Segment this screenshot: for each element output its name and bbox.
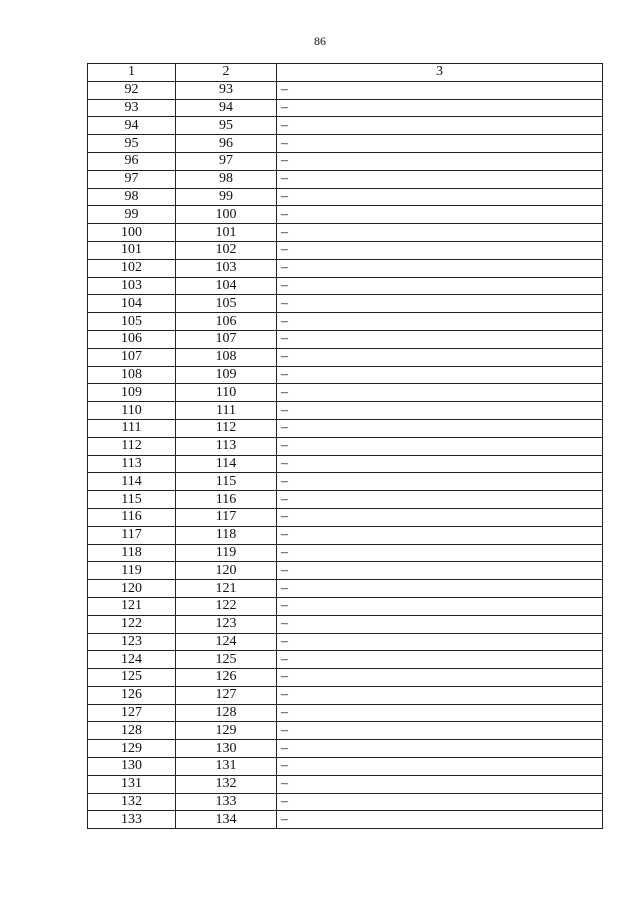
table-row xyxy=(88,615,603,633)
table-cell-col-2: 111 xyxy=(176,402,277,420)
table-cell-col-2: 118 xyxy=(176,526,277,544)
table-cell-col-2: 107 xyxy=(176,330,277,348)
table-cell-col-2: 127 xyxy=(176,686,277,704)
table-cell-col-3: – xyxy=(277,508,603,526)
table-cell-col-1: 130 xyxy=(88,758,176,776)
table-cell-col-3: – xyxy=(277,241,603,259)
table-cell-col-3: – xyxy=(277,526,603,544)
table-cell-col-3: – xyxy=(277,437,603,455)
table-cell-col-2: 105 xyxy=(176,295,277,313)
table-row xyxy=(88,508,603,526)
table-cell-col-3: – xyxy=(277,704,603,722)
column-header-3: 3 xyxy=(277,64,603,82)
table-cell-col-1: 94 xyxy=(88,117,176,135)
table-cell-col-1: 118 xyxy=(88,544,176,562)
table-header-row xyxy=(88,64,603,82)
table-row xyxy=(88,117,603,135)
table-cell-col-3: – xyxy=(277,117,603,135)
table-row xyxy=(88,491,603,509)
table-cell-col-1: 132 xyxy=(88,793,176,811)
table-cell-col-1: 109 xyxy=(88,384,176,402)
table-cell-col-3: – xyxy=(277,473,603,491)
table-cell-col-3: – xyxy=(277,580,603,598)
table-cell-col-1: 127 xyxy=(88,704,176,722)
table-cell-col-2: 122 xyxy=(176,597,277,615)
table-cell-col-3: – xyxy=(277,224,603,242)
table-cell-col-1: 115 xyxy=(88,491,176,509)
table-cell-col-3: – xyxy=(277,633,603,651)
table-cell-col-1: 104 xyxy=(88,295,176,313)
table-cell-col-3: – xyxy=(277,775,603,793)
table-cell-col-2: 132 xyxy=(176,775,277,793)
table-cell-col-2: 114 xyxy=(176,455,277,473)
table-cell-col-3: – xyxy=(277,152,603,170)
table-cell-col-1: 126 xyxy=(88,686,176,704)
table-row xyxy=(88,597,603,615)
table-cell-col-2: 109 xyxy=(176,366,277,384)
table-cell-col-3: – xyxy=(277,259,603,277)
table-cell-col-3: – xyxy=(277,793,603,811)
table-cell-col-2: 124 xyxy=(176,633,277,651)
column-header-1: 1 xyxy=(88,64,176,82)
table-row xyxy=(88,170,603,188)
table-cell-col-1: 124 xyxy=(88,651,176,669)
table-row xyxy=(88,704,603,722)
table-cell-col-2: 130 xyxy=(176,740,277,758)
table-cell-col-1: 97 xyxy=(88,170,176,188)
table-cell-col-2: 133 xyxy=(176,793,277,811)
table-cell-col-1: 98 xyxy=(88,188,176,206)
table-cell-col-3: – xyxy=(277,206,603,224)
table-row xyxy=(88,81,603,99)
table-cell-col-1: 99 xyxy=(88,206,176,224)
table-cell-col-2: 117 xyxy=(176,508,277,526)
table-row xyxy=(88,152,603,170)
table-row xyxy=(88,686,603,704)
table-cell-col-3: – xyxy=(277,740,603,758)
table-row xyxy=(88,526,603,544)
table-cell-col-3: – xyxy=(277,135,603,153)
table-row xyxy=(88,295,603,313)
table-cell-col-2: 116 xyxy=(176,491,277,509)
table-cell-col-2: 115 xyxy=(176,473,277,491)
table-row xyxy=(88,277,603,295)
table-cell-col-1: 106 xyxy=(88,330,176,348)
table-cell-col-3: – xyxy=(277,419,603,437)
table-row xyxy=(88,402,603,420)
table-row xyxy=(88,473,603,491)
table-row xyxy=(88,206,603,224)
table-cell-col-2: 100 xyxy=(176,206,277,224)
table-cell-col-1: 95 xyxy=(88,135,176,153)
table-cell-col-1: 121 xyxy=(88,597,176,615)
table-cell-col-1: 120 xyxy=(88,580,176,598)
table-cell-col-3: – xyxy=(277,651,603,669)
table-cell-col-1: 93 xyxy=(88,99,176,117)
table-cell-col-1: 125 xyxy=(88,669,176,687)
table-cell-col-3: – xyxy=(277,597,603,615)
table-cell-col-2: 95 xyxy=(176,117,277,135)
table-cell-col-2: 96 xyxy=(176,135,277,153)
table-row xyxy=(88,722,603,740)
table-cell-col-1: 100 xyxy=(88,224,176,242)
table-cell-col-3: – xyxy=(277,313,603,331)
table-cell-col-2: 104 xyxy=(176,277,277,295)
table-cell-col-3: – xyxy=(277,277,603,295)
table-cell-col-1: 114 xyxy=(88,473,176,491)
page-number: 86 xyxy=(314,34,326,48)
table-cell-col-2: 94 xyxy=(176,99,277,117)
table-cell-col-2: 131 xyxy=(176,758,277,776)
table-cell-col-3: – xyxy=(277,811,603,829)
table-cell-col-3: – xyxy=(277,544,603,562)
table-cell-col-3: – xyxy=(277,81,603,99)
table-row xyxy=(88,793,603,811)
table-cell-col-1: 111 xyxy=(88,419,176,437)
table-cell-col-3: – xyxy=(277,330,603,348)
table-cell-col-2: 134 xyxy=(176,811,277,829)
table-cell-col-3: – xyxy=(277,686,603,704)
table-cell-col-3: – xyxy=(277,295,603,313)
table-cell-col-2: 101 xyxy=(176,224,277,242)
table-row xyxy=(88,330,603,348)
table-cell-col-3: – xyxy=(277,615,603,633)
table-row xyxy=(88,437,603,455)
table-cell-col-1: 116 xyxy=(88,508,176,526)
table-row xyxy=(88,633,603,651)
table-cell-col-2: 125 xyxy=(176,651,277,669)
table-row xyxy=(88,669,603,687)
table-row xyxy=(88,758,603,776)
table-row xyxy=(88,651,603,669)
table-cell-col-2: 126 xyxy=(176,669,277,687)
table-cell-col-2: 108 xyxy=(176,348,277,366)
table-cell-col-3: – xyxy=(277,562,603,580)
table-cell-col-1: 101 xyxy=(88,241,176,259)
table-row xyxy=(88,188,603,206)
table-cell-col-3: – xyxy=(277,402,603,420)
table-row xyxy=(88,224,603,242)
table-cell-col-3: – xyxy=(277,758,603,776)
table-cell-col-1: 102 xyxy=(88,259,176,277)
table-row xyxy=(88,775,603,793)
table-cell-col-3: – xyxy=(277,491,603,509)
table-cell-col-1: 112 xyxy=(88,437,176,455)
table-cell-col-2: 110 xyxy=(176,384,277,402)
table-cell-col-2: 120 xyxy=(176,562,277,580)
table-cell-col-1: 113 xyxy=(88,455,176,473)
table-cell-col-1: 96 xyxy=(88,152,176,170)
table-cell-col-1: 105 xyxy=(88,313,176,331)
table-cell-col-3: – xyxy=(277,455,603,473)
table-cell-col-2: 123 xyxy=(176,615,277,633)
table-cell-col-2: 106 xyxy=(176,313,277,331)
table-row xyxy=(88,313,603,331)
table-cell-col-1: 133 xyxy=(88,811,176,829)
table-row xyxy=(88,241,603,259)
table-cell-col-3: – xyxy=(277,366,603,384)
table-cell-col-2: 129 xyxy=(176,722,277,740)
table-cell-col-1: 128 xyxy=(88,722,176,740)
table-cell-col-1: 131 xyxy=(88,775,176,793)
table-cell-col-1: 119 xyxy=(88,562,176,580)
table-row xyxy=(88,580,603,598)
table-cell-col-2: 102 xyxy=(176,241,277,259)
table-cell-col-2: 128 xyxy=(176,704,277,722)
table-cell-col-1: 123 xyxy=(88,633,176,651)
table-cell-col-3: – xyxy=(277,99,603,117)
table-cell-col-2: 99 xyxy=(176,188,277,206)
table-row xyxy=(88,348,603,366)
table-row xyxy=(88,455,603,473)
table-cell-col-2: 121 xyxy=(176,580,277,598)
table-cell-col-1: 92 xyxy=(88,81,176,99)
table-cell-col-3: – xyxy=(277,348,603,366)
column-header-2: 2 xyxy=(176,64,277,82)
table-body xyxy=(88,81,603,828)
table-cell-col-1: 117 xyxy=(88,526,176,544)
table-cell-col-2: 113 xyxy=(176,437,277,455)
table-row xyxy=(88,544,603,562)
table-row xyxy=(88,562,603,580)
table-row xyxy=(88,811,603,829)
table-cell-col-2: 112 xyxy=(176,419,277,437)
table-row xyxy=(88,99,603,117)
table-cell-col-1: 103 xyxy=(88,277,176,295)
table-row xyxy=(88,366,603,384)
table-cell-col-1: 108 xyxy=(88,366,176,384)
table-row xyxy=(88,135,603,153)
table-row xyxy=(88,740,603,758)
table-row xyxy=(88,259,603,277)
table-cell-col-2: 119 xyxy=(176,544,277,562)
table-cell-col-3: – xyxy=(277,669,603,687)
table-row xyxy=(88,384,603,402)
table-cell-col-2: 98 xyxy=(176,170,277,188)
table-cell-col-1: 107 xyxy=(88,348,176,366)
table-cell-col-3: – xyxy=(277,384,603,402)
table-cell-col-2: 97 xyxy=(176,152,277,170)
table-cell-col-2: 103 xyxy=(176,259,277,277)
data-table xyxy=(87,63,603,829)
table-cell-col-3: – xyxy=(277,188,603,206)
table-cell-col-1: 129 xyxy=(88,740,176,758)
table-cell-col-2: 93 xyxy=(176,81,277,99)
table-cell-col-3: – xyxy=(277,722,603,740)
table-cell-col-1: 122 xyxy=(88,615,176,633)
table-cell-col-1: 110 xyxy=(88,402,176,420)
table-cell-col-3: – xyxy=(277,170,603,188)
table-row xyxy=(88,419,603,437)
